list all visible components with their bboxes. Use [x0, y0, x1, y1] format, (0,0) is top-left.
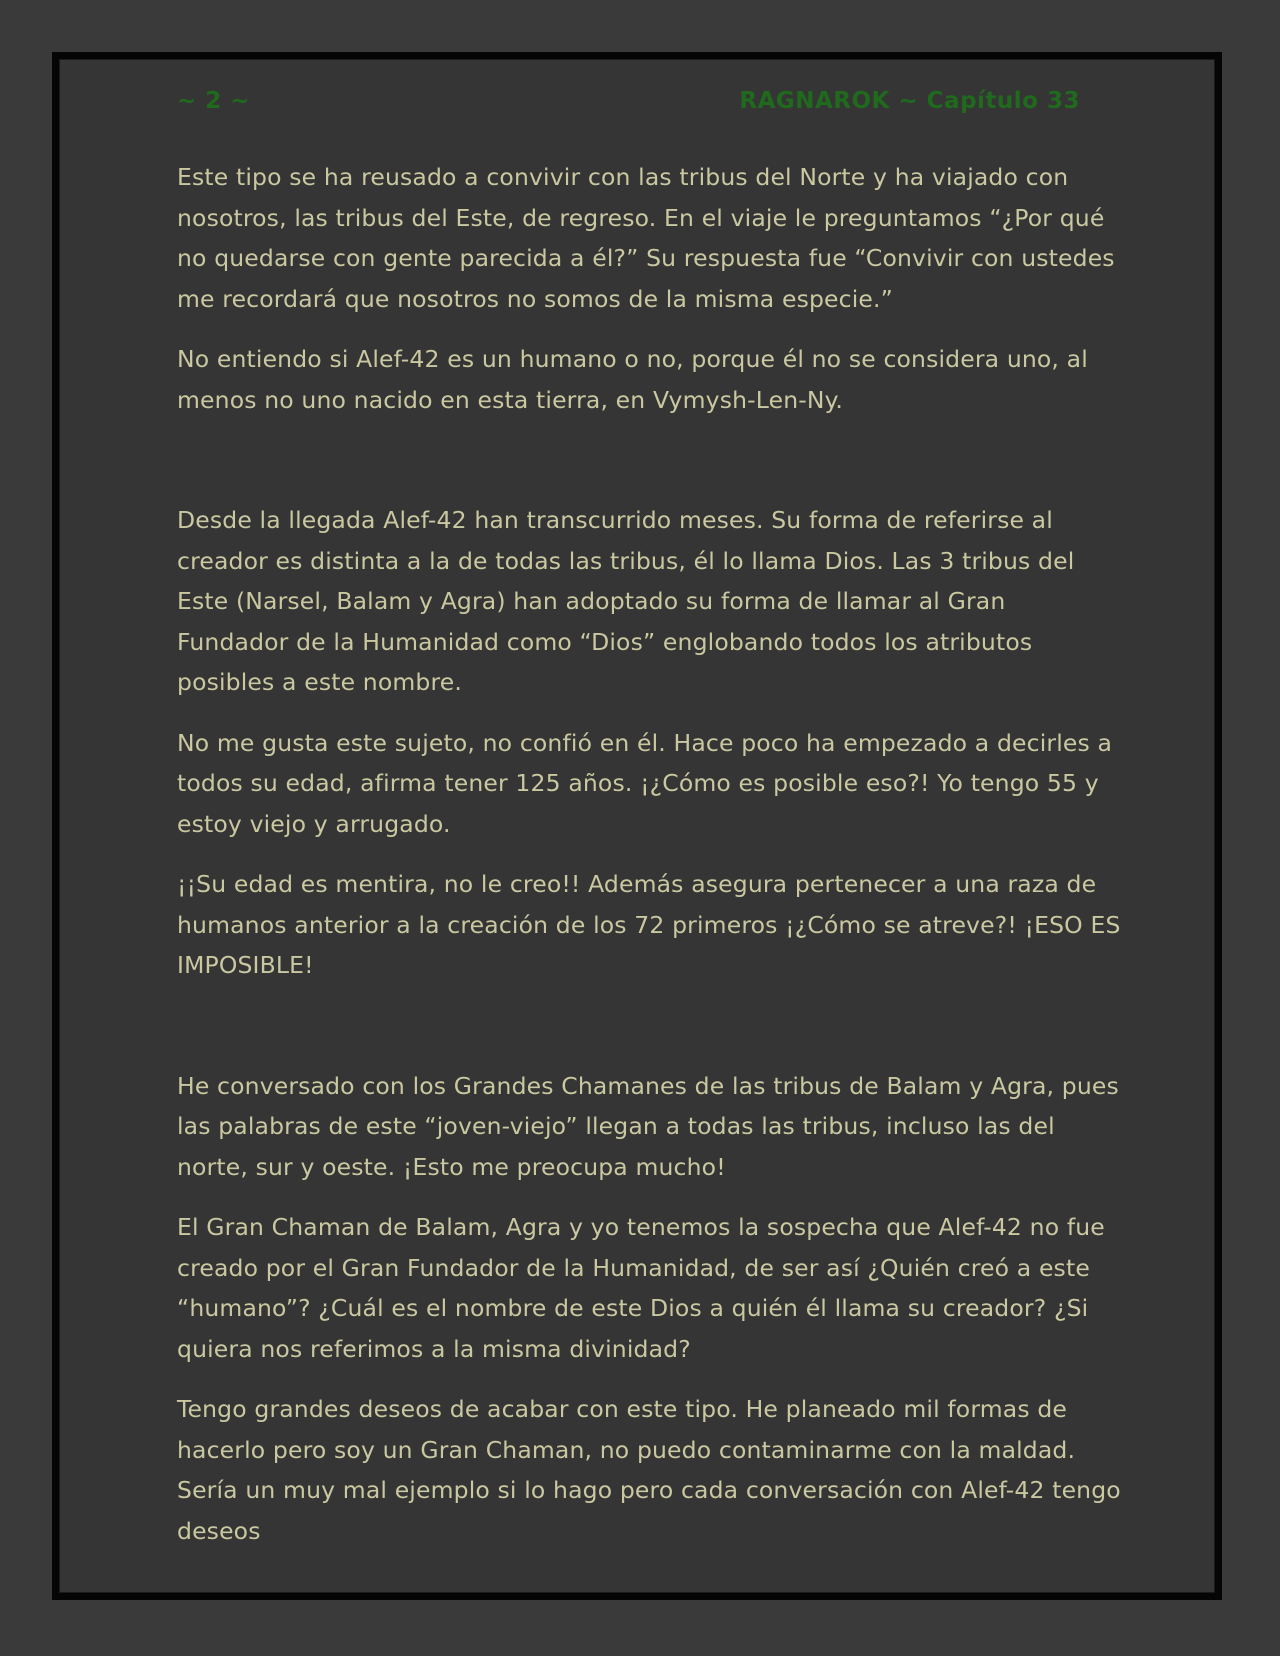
page-header — [177, 83, 1080, 119]
paragraph: He conversado con los Grandes Chamanes de las tribus de Balam y Agra, pues las palabras de este “joven-viejo” llegan a todas las tribus, incluso las del norte, sur y oeste. ¡Esto me preocupa mucho! — [177, 1071, 1119, 1181]
paragraph: Tengo grandes deseos de acabar con este tipo. He planeado mil formas de hacerlo pero soy un Gran Chaman, no puedo contaminarme con la maldad. Sería un muy mal ejemplo si lo hago pero cada conversación con Alef-42 tengo deseos — [177, 1395, 1121, 1545]
book-title: RAGNAROK ~ Capítulo 33 — [739, 88, 1080, 114]
section-gap — [177, 440, 1122, 500]
paragraph: Este tipo se ha reusado a convivir con las tribus del Norte y ha viajado con nosotros, las tribus del Este, de regreso. En el viaje le preguntamos “¿Por qué no quedarse con gente parecida a él?” Su respuesta fue “Convivir con ustedes me recordará que nosotros no somos de la misma especie.” — [177, 163, 1115, 313]
page-frame — [52, 52, 1222, 1600]
paragraph: No entiendo si Alef-42 es un humano o no, porque él no se considera uno, al menos no uno nacido en esta tierra, en Vymysh-Len-Ny. — [177, 345, 1088, 414]
page-number: ~ 2 ~ — [177, 88, 251, 114]
page-content — [177, 157, 1122, 1571]
paragraph: ¡¡Su edad es mentira, no le creo!! Además asegura pertenecer a una raza de humanos anterior a la creación de los 72 primeros ¡¿Cómo se atreve?! ¡ESO ES IMPOSIBLE! — [177, 870, 1121, 979]
paragraph: No me gusta este sujeto, no confió en él. Hace poco ha empezado a decirles a todos su edad, afirma tener 125 años. ¡¿Cómo es posible eso?! Yo tengo 55 y estoy viejo y arrugado. — [177, 728, 1113, 838]
paragraph: El Gran Chaman de Balam, Agra y yo tenemos la sospecha que Alef-42 no fue creado por el Gran Fundador de la Humanidad, de ser así ¿Quién creó a este “humano”? ¿Cuál es el nombre de este Dios a quién él llama su creador? ¿Si quiera nos referimos a la misma divinidad? — [177, 1213, 1105, 1363]
paragraph: Desde la llegada Alef-42 han transcurrido meses. Su forma de referirse al creador es distinta a la de todas las tribus, él lo llama Dios. Las 3 tribus del Este (Narsel, Balam y Agra) han adoptado su forma de llamar al Gran Fundador de la Humanidad como “Dios” englobando todos los atributos posibles a este nombre. — [177, 506, 1075, 696]
section-gap — [177, 1006, 1122, 1066]
